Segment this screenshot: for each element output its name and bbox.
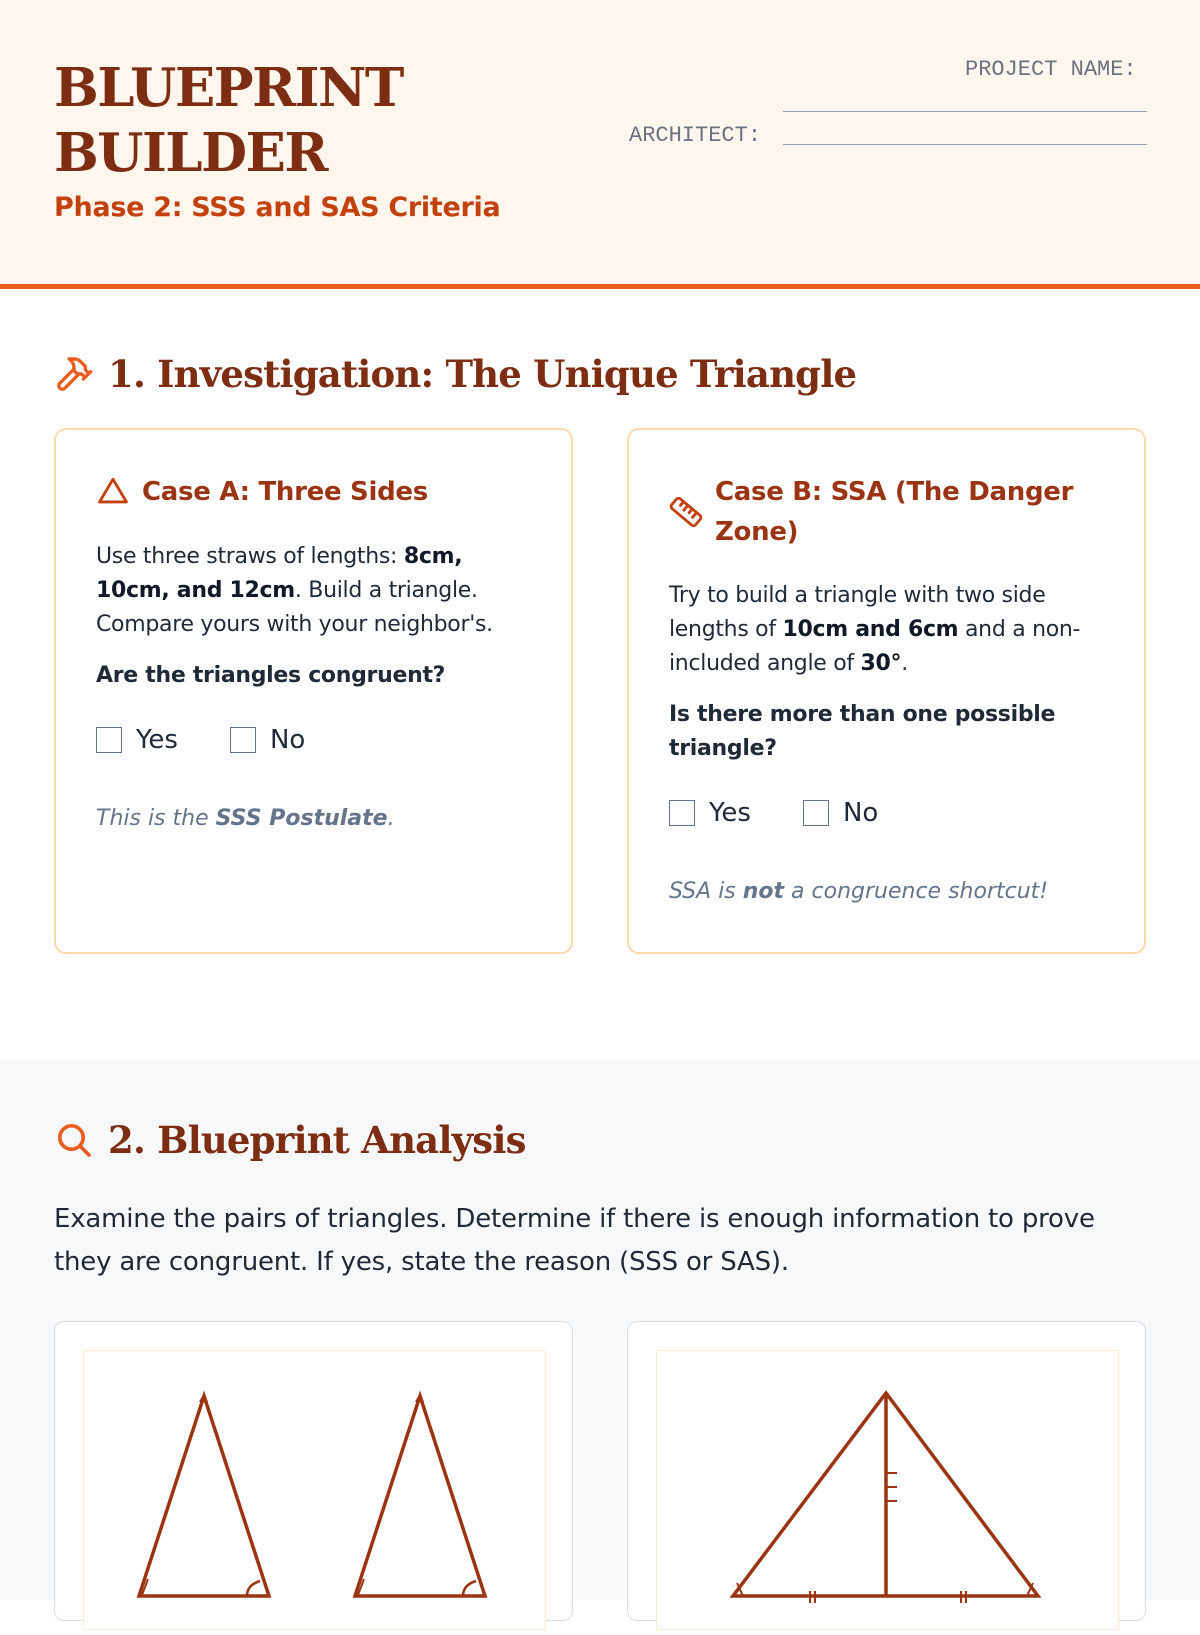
case-a-text: Use three straws of lengths: <box>96 544 404 569</box>
case-b-card <box>627 428 1146 954</box>
triangle-right <box>355 1395 485 1596</box>
case-b-note-text: SSA is <box>669 879 743 904</box>
case-b-options <box>669 798 930 828</box>
case-a-note <box>96 806 395 831</box>
diagram-card-1 <box>54 1321 573 1621</box>
case-a-text-end: . Build a triangle. Compare yours with your neighbor's. <box>96 578 493 637</box>
case-a-instructions <box>96 540 536 642</box>
case-b-text-mid: and a non-included angle of <box>669 617 1081 676</box>
architect-label: ARCHITECT: <box>629 123 762 148</box>
case-a-no-checkbox[interactable] <box>230 727 256 753</box>
case-b-note-end: a congruence shortcut! <box>784 879 1049 904</box>
case-b-no-label: No <box>842 798 879 828</box>
case-b-lengths: 10cm and 6cm <box>782 617 959 642</box>
triangle-pair-diagram-2 <box>657 1351 1120 1631</box>
case-b-yes-label: Yes <box>709 798 751 828</box>
hammer-icon <box>54 354 94 394</box>
case-b-question: Is there more than one possible triangle? <box>669 702 1056 761</box>
project-name-label: PROJECT NAME: <box>965 57 1137 82</box>
triangle-icon <box>96 472 130 512</box>
case-b-header <box>669 472 1075 552</box>
analysis-instructions: Examine the pairs of triangles. Determine if there is enough information to prove they are congruent. If yes, state the reason (SSS or SAS). <box>54 1204 1095 1277</box>
case-a-card <box>54 428 573 954</box>
case-a-lengths: 8cm, 10cm, and 12cm <box>96 544 463 603</box>
page-title <box>54 56 454 186</box>
project-name-field[interactable] <box>783 100 1147 112</box>
case-b-angle: 30° <box>860 651 902 676</box>
worksheet-header <box>0 0 1200 289</box>
case-b-yes-checkbox[interactable] <box>669 800 695 826</box>
ruler-icon <box>669 472 703 552</box>
diagram-card-2 <box>627 1321 1146 1621</box>
diagram-frame-1 <box>83 1350 546 1630</box>
title-line-1: BLUEPRINT <box>54 57 403 119</box>
title-line-2: BUILDER <box>54 122 327 184</box>
case-a-title: Case A: Three Sides <box>142 477 428 507</box>
sss-postulate: SSS Postulate <box>215 806 388 831</box>
investigation-title: 1. Investigation: The Unique Triangle <box>108 352 857 396</box>
case-a-note-end: . <box>387 806 395 831</box>
analysis-title: 2. Blueprint Analysis <box>108 1118 526 1162</box>
case-a-question: Are the triangles congruent? <box>96 663 446 688</box>
case-a-header <box>96 472 428 512</box>
case-a-options <box>96 725 357 755</box>
diagram-frame-2 <box>656 1350 1119 1630</box>
analysis-heading <box>54 1118 526 1162</box>
case-b-note-not: not <box>742 879 785 904</box>
page-subtitle: Phase 2: SSS and SAS Criteria <box>54 192 501 223</box>
triangle-left <box>139 1395 269 1596</box>
triangle-pair-diagram-1 <box>84 1351 547 1631</box>
case-a-note-text: This is the <box>96 806 216 831</box>
case-b-title: Case B: SSA (The Danger Zone) <box>715 477 1074 547</box>
case-b-instructions <box>669 579 1109 681</box>
search-icon <box>54 1120 94 1160</box>
case-b-text: Try to build a triangle with two side lengths of <box>669 583 1046 642</box>
case-a-no-label: No <box>269 725 306 755</box>
case-b-no-checkbox[interactable] <box>803 800 829 826</box>
case-a-yes-label: Yes <box>136 725 178 755</box>
case-b-text-end: . <box>901 651 908 676</box>
case-b-note <box>669 879 1048 904</box>
investigation-heading <box>54 352 856 396</box>
case-a-yes-checkbox[interactable] <box>96 727 122 753</box>
architect-field[interactable] <box>783 133 1147 145</box>
